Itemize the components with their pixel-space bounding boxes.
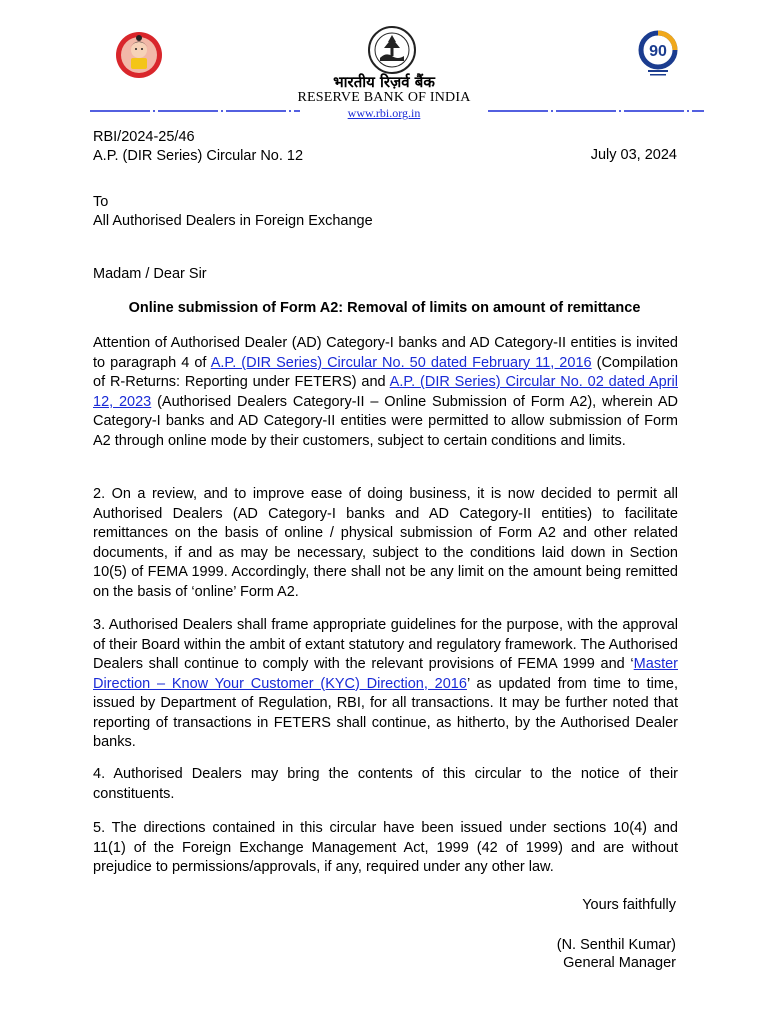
- reference-block: [93, 128, 303, 166]
- header-rule-right: [488, 100, 704, 104]
- signatory-title: General Manager: [563, 955, 676, 971]
- ref-number: RBI/2024-25/46: [93, 129, 195, 145]
- signature-block: [557, 936, 676, 972]
- bank-name-hindi: भारतीय रिज़र्व बैंक: [333, 73, 435, 91]
- paragraph-4: 4. Authorised Dealers may bring the contents of this circular to the notice of their constituents.: [93, 766, 678, 802]
- addressee-block: [93, 193, 373, 231]
- svg-text:90: 90: [649, 43, 667, 60]
- circular-number: A.P. (DIR Series) Circular No. 12: [93, 148, 304, 164]
- kyc-master-direction-link[interactable]: Master Direction – Know Your Customer (KYC) Direction, 2016: [93, 656, 678, 692]
- circular-date: July 03, 2024: [590, 147, 677, 163]
- rbi-90-years-logo: [630, 30, 686, 78]
- bank-name-english: RESERVE BANK OF INDIA: [297, 90, 471, 105]
- circular-02-link[interactable]: A.P. (DIR Series) Circular No. 02 dated April 12, 2023: [93, 374, 678, 410]
- paragraph-5: 5. The directions contained in this circular have been issued under sections 10(4) and 11(1) of the Foreign Exchange Management Act, 1999 (42 of 1999) and are without prejudice to permissions/approvals, if any, required under any other law.: [93, 820, 678, 875]
- subject-heading: Online submission of Form A2: Removal of limits on amount of remittance: [128, 300, 641, 316]
- recipients: All Authorised Dealers in Foreign Exchange: [93, 213, 373, 229]
- closing: Yours faithfully: [582, 897, 676, 913]
- signatory-name: (N. Senthil Kumar): [556, 937, 676, 953]
- paragraph-1: Attention of Authorised Dealer (AD) Category-I banks and AD Category-II entities is invited to paragraph 4 of A.P. (DIR Series) Circular No. 50 dated February 11, 2016 (Compilation of R-Returns: Reporting under FETERS) and A.P. (DIR Series) Circular No. 02 dated April 12, 2023 (Authorised Dealers Category-II – Online Submission of Form A2), wherein AD Category-I banks and AD Category-II entities were permitted to allow submission of Form A2 through online mode by their customers, subject to certain conditions and limits.: [93, 335, 679, 449]
- to-label: To: [93, 194, 109, 210]
- rbi-emblem-icon: [366, 26, 418, 76]
- paragraph-3: 3. Authorised Dealers shall frame appropriate guidelines for the purpose, with the approval of their Board within the ambit of extant statutory and regulatory framework. The Authorised Dealers shall continue to comply with the relevant provisions of FEMA 1999 and ‘Master Direction – Know Your Customer (KYC) Direction, 2016’ as updated from time to time, issued by Department of Regulation, RBI, for all transactions. It may be further noted that reporting of transactions in FETERS shall continue, as hitherto, by the Authorised Dealer banks.: [93, 617, 678, 750]
- paragraph-2: 2. On a review, and to improve ease of doing business, it is now decided to permit all Authorised Dealers (AD Category-I banks and AD Category-II entities) to facilitate remittances on the basis of online / physical submission of Form A2 and other related documents, if and as may be necessary, subject to the conditions laid down in Section 10(5) of FEMA 1999. Accordingly, there shall not be any limit on the amount being remitted on the basis of ‘online’ Form A2.: [93, 486, 678, 600]
- circular-50-link[interactable]: A.P. (DIR Series) Circular No. 50 dated February 11, 2016: [210, 354, 592, 371]
- website-link[interactable]: www.rbi.org.in: [347, 106, 421, 120]
- salutation: Madam / Dear Sir: [93, 266, 207, 282]
